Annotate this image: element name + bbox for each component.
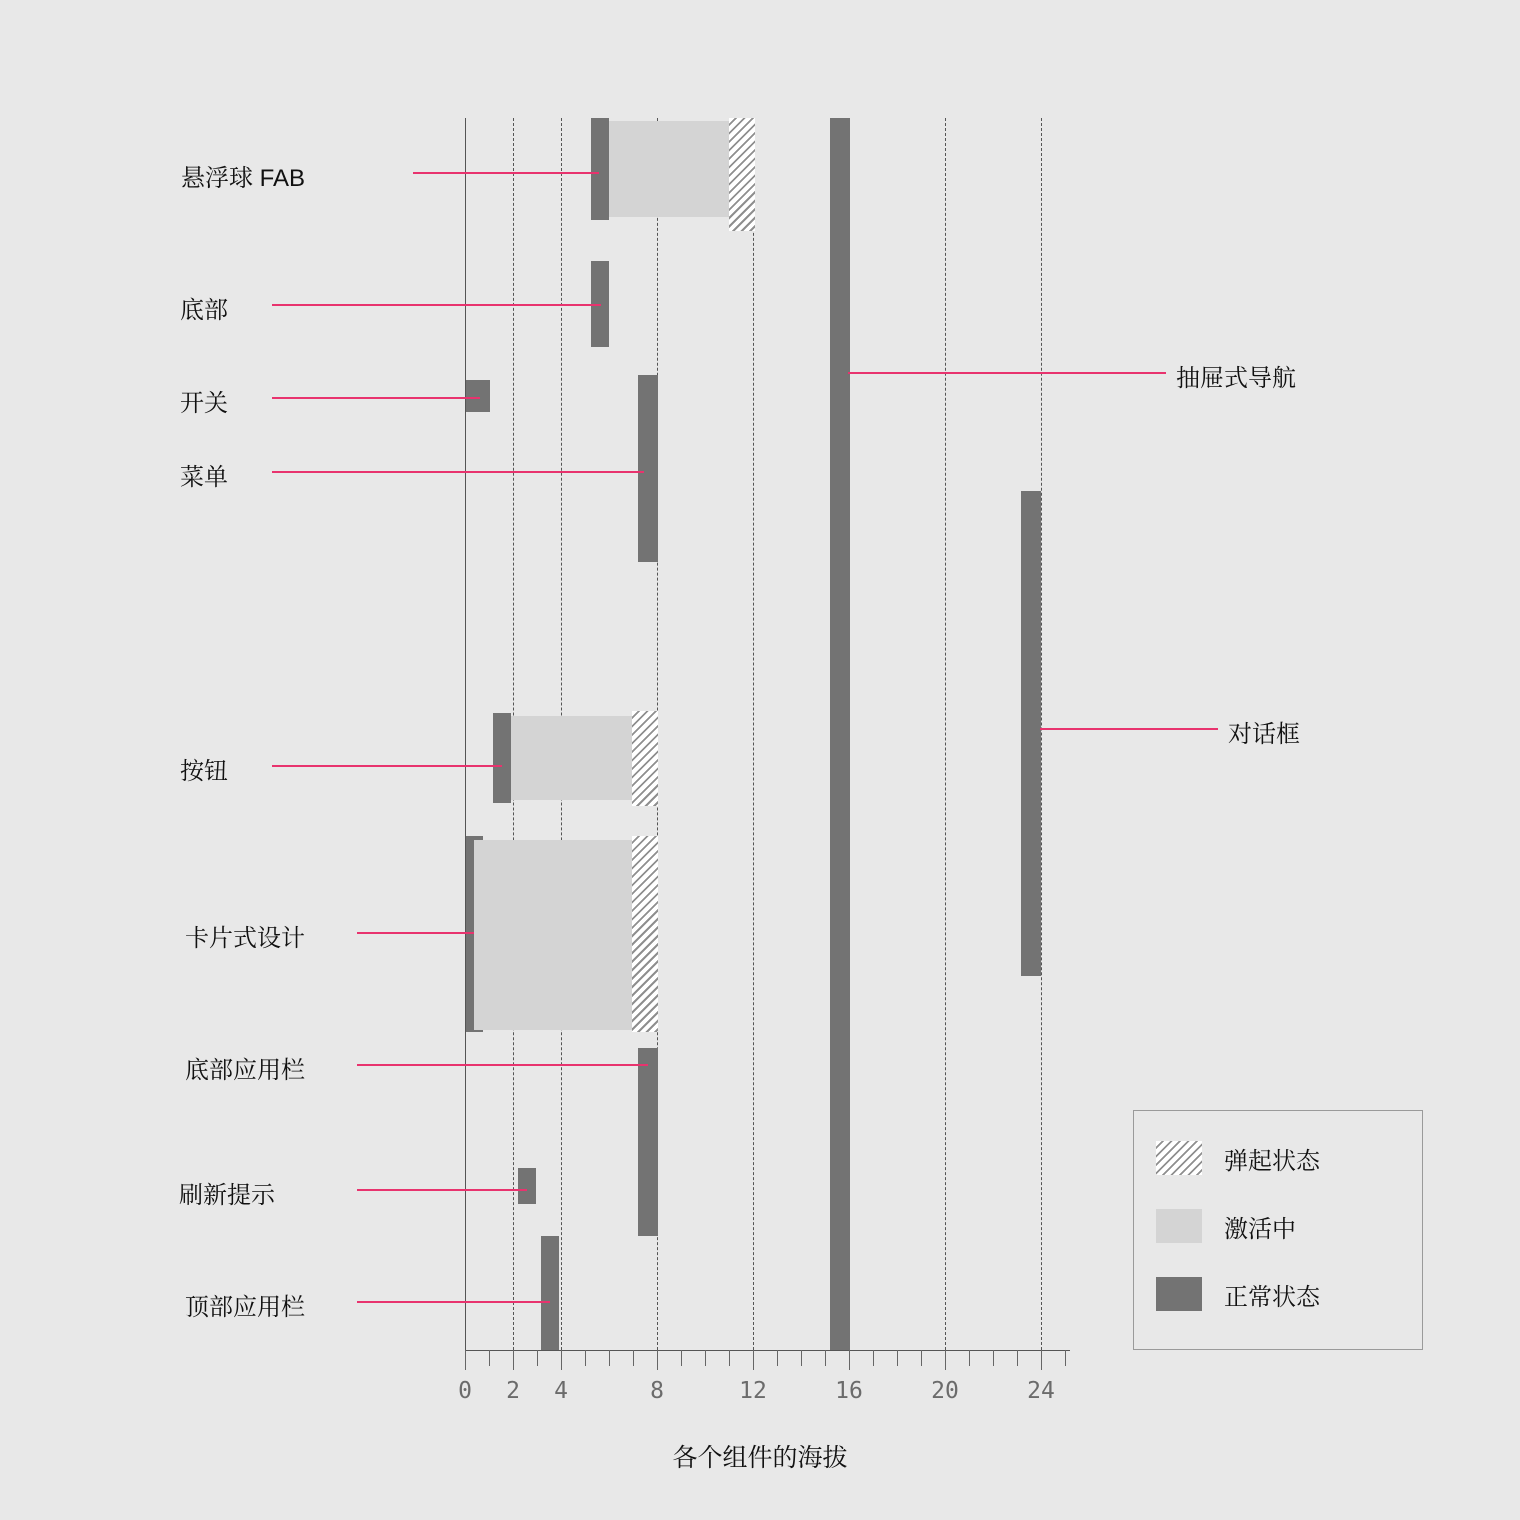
bar-refresh-normal	[518, 1168, 536, 1204]
tick-minor-18	[897, 1350, 898, 1366]
bar-button-active	[511, 716, 633, 800]
tick-minor-22	[993, 1350, 994, 1366]
xtick-label-12: 12	[739, 1378, 767, 1404]
label-nav-drawer: 抽屉式导航	[1176, 365, 1296, 392]
tick-minor-9	[681, 1350, 682, 1366]
xtick-label-16: 16	[835, 1378, 863, 1404]
bar-button-raised	[632, 711, 658, 806]
x-axis-title: 各个组件的海拔	[672, 1444, 848, 1472]
tick-4	[561, 1350, 562, 1370]
tick-minor-5	[585, 1350, 586, 1366]
legend-swatch-raised	[1156, 1141, 1202, 1175]
bar-card-raised	[632, 836, 658, 1032]
bar-bottom-app-bar-normal	[638, 1048, 658, 1236]
tick-minor-11	[729, 1350, 730, 1366]
gridline-20	[945, 118, 946, 1350]
xtick-label-4: 4	[554, 1378, 568, 1404]
tick-24	[1041, 1350, 1042, 1370]
leader-refresh	[357, 1189, 527, 1191]
tick-16	[849, 1350, 850, 1370]
label-card: 卡片式设计	[185, 925, 305, 952]
legend-label-normal: 正常状态	[1224, 1283, 1320, 1311]
tick-0	[465, 1350, 466, 1370]
label-dialog: 对话框	[1228, 721, 1300, 748]
bar-fab-normal	[591, 118, 609, 220]
bar-dialog-normal	[1021, 491, 1041, 976]
bar-fab-raised	[729, 118, 755, 231]
label-button: 按钮	[180, 758, 228, 785]
legend-swatch-normal	[1156, 1277, 1202, 1311]
legend-item-raised	[1156, 1141, 1320, 1175]
bar-card-active	[474, 840, 633, 1030]
bar-nav-drawer-normal	[830, 118, 850, 1350]
tick-minor-7	[633, 1350, 634, 1366]
leader-switch	[272, 397, 480, 399]
gridline-12	[753, 118, 754, 1350]
label-menu: 菜单	[180, 464, 228, 491]
tick-minor-23	[1017, 1350, 1018, 1366]
legend-swatch-active	[1156, 1209, 1202, 1243]
legend-item-active	[1156, 1209, 1296, 1243]
tick-2	[513, 1350, 514, 1370]
tick-minor-14	[801, 1350, 802, 1366]
xtick-label-8: 8	[650, 1378, 664, 1404]
axis-line-zero	[465, 118, 466, 1350]
tick-minor-21	[969, 1350, 970, 1366]
leader-top-app-bar	[357, 1301, 550, 1303]
label-refresh: 刷新提示	[179, 1182, 275, 1209]
xtick-label-2: 2	[506, 1378, 520, 1404]
leader-fab	[413, 172, 599, 174]
legend-item-normal	[1156, 1277, 1320, 1311]
xtick-label-24: 24	[1027, 1378, 1055, 1404]
tick-minor-6	[609, 1350, 610, 1366]
tick-minor-13	[777, 1350, 778, 1366]
tick-12	[753, 1350, 754, 1370]
tick-20	[945, 1350, 946, 1370]
legend	[1133, 1110, 1423, 1350]
x-axis-baseline	[465, 1350, 1070, 1351]
leader-dialog	[1040, 728, 1218, 730]
label-switch: 开关	[180, 390, 228, 417]
tick-minor-17	[873, 1350, 874, 1366]
leader-button	[272, 765, 502, 767]
label-bottom-sheet: 底部	[180, 297, 228, 324]
leader-bottom-sheet	[272, 304, 601, 306]
xtick-label-0: 0	[458, 1378, 472, 1404]
leader-menu	[272, 471, 644, 473]
legend-label-raised: 弹起状态	[1224, 1147, 1320, 1175]
tick-minor-10	[705, 1350, 706, 1366]
label-bottom-app-bar: 底部应用栏	[185, 1057, 305, 1084]
leader-bottom-app-bar	[357, 1064, 648, 1066]
legend-label-active: 激活中	[1224, 1215, 1296, 1243]
label-fab: 悬浮球 FAB	[180, 165, 305, 192]
tick-minor-25	[1065, 1350, 1066, 1366]
tick-minor-15	[825, 1350, 826, 1366]
tick-8	[657, 1350, 658, 1370]
tick-minor-3	[537, 1350, 538, 1366]
tick-minor-19	[921, 1350, 922, 1366]
label-top-app-bar: 顶部应用栏	[185, 1294, 305, 1321]
gridline-24	[1041, 118, 1042, 1350]
bar-menu-normal	[638, 375, 658, 562]
tick-minor-1	[489, 1350, 490, 1366]
bar-switch-normal	[466, 380, 490, 412]
xtick-label-20: 20	[931, 1378, 959, 1404]
leader-card	[357, 932, 474, 934]
bar-button-normal	[493, 713, 511, 803]
bar-top-app-bar-normal	[541, 1236, 559, 1350]
leader-nav-drawer	[848, 372, 1166, 374]
bar-fab-active	[609, 121, 733, 217]
